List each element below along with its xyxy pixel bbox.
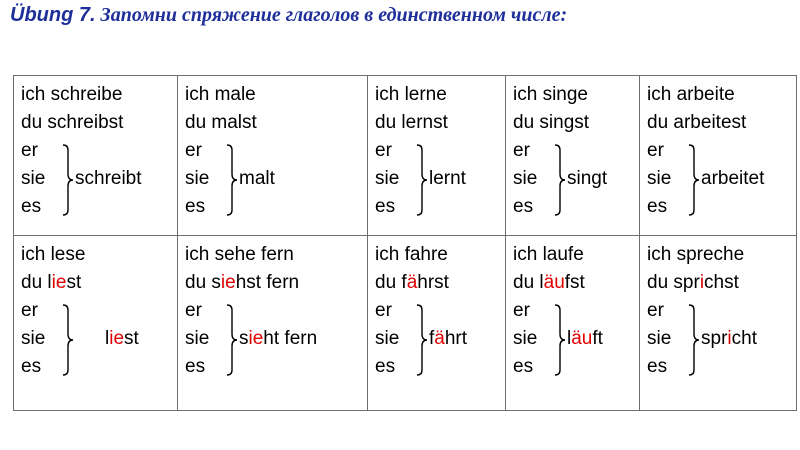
verb-cell xyxy=(178,236,368,411)
du-form xyxy=(21,269,174,297)
pronoun-es: es xyxy=(513,196,534,217)
verb-text: f xyxy=(429,328,435,349)
pronoun-sie: sie xyxy=(375,168,400,189)
third-person-group xyxy=(647,137,793,221)
highlighted-vowel: ä xyxy=(406,272,418,293)
verb-text: du f xyxy=(375,272,407,293)
verb-text: ich lerne xyxy=(375,84,447,105)
table-row xyxy=(14,76,797,236)
verb-text: ich sehe fern xyxy=(185,244,294,265)
pronoun-es: es xyxy=(185,356,206,377)
pronoun-sie: sie xyxy=(21,168,46,189)
verb-text: du l xyxy=(513,272,544,293)
curly-brace-icon xyxy=(61,143,75,217)
third-person-form xyxy=(105,325,139,353)
pronoun-er: er xyxy=(647,140,664,161)
verb-text: malt xyxy=(239,168,275,189)
verb-text: du malst xyxy=(185,112,257,133)
verb-text: ich lese xyxy=(21,244,86,265)
third-person-group xyxy=(21,137,174,221)
verb-cell xyxy=(640,236,797,411)
pronoun-sie: sie xyxy=(375,328,400,349)
highlighted-vowel: ie xyxy=(248,328,264,349)
pronoun-es: es xyxy=(21,356,42,377)
pronoun-es: es xyxy=(513,356,534,377)
verb-cell xyxy=(640,76,797,236)
verb-text: ft xyxy=(592,328,603,349)
verb-text: ich schreibe xyxy=(21,84,123,105)
du-form xyxy=(185,109,364,137)
third-person-form xyxy=(429,325,467,353)
curly-brace-icon xyxy=(415,143,429,217)
verb-text: st xyxy=(124,328,139,349)
pronoun-er: er xyxy=(375,140,392,161)
pronoun-sie: sie xyxy=(647,168,672,189)
verb-text: chst xyxy=(704,272,739,293)
highlighted-vowel: i xyxy=(699,272,705,293)
du-form xyxy=(513,269,636,297)
verb-text: singt xyxy=(567,168,608,189)
third-person-group xyxy=(513,137,636,221)
conjugation-table xyxy=(13,75,797,411)
ich-form xyxy=(21,241,174,269)
pronoun-er: er xyxy=(185,140,202,161)
pronoun-er: er xyxy=(513,300,530,321)
table-row xyxy=(14,236,797,411)
verb-text: hst fern xyxy=(235,272,300,293)
verb-text: l xyxy=(567,328,572,349)
pronoun-sie: sie xyxy=(513,328,538,349)
pronoun-er: er xyxy=(185,300,202,321)
verb-text: ich arbeite xyxy=(647,84,735,105)
du-form xyxy=(21,109,174,137)
third-person-group xyxy=(185,297,364,381)
verb-text: cht xyxy=(731,328,757,349)
third-person-form xyxy=(567,165,607,193)
verb-text: fst xyxy=(564,272,585,293)
curly-brace-icon xyxy=(687,303,701,377)
verb-text: l xyxy=(105,328,110,349)
verb-cell xyxy=(14,76,178,236)
ich-form xyxy=(647,241,793,269)
verb-text: ich singe xyxy=(513,84,588,105)
du-form xyxy=(647,269,793,297)
third-person-group xyxy=(513,297,636,381)
third-person-group xyxy=(647,297,793,381)
verb-cell xyxy=(14,236,178,411)
curly-brace-icon xyxy=(415,303,429,377)
verb-text: schreibt xyxy=(75,168,142,189)
verb-text: du l xyxy=(21,272,52,293)
du-form xyxy=(375,109,502,137)
third-person-form xyxy=(239,325,317,353)
verb-text: du spr xyxy=(647,272,700,293)
third-person-group xyxy=(185,137,364,221)
ich-form xyxy=(375,81,502,109)
third-person-form xyxy=(75,165,142,193)
verb-text: ich male xyxy=(185,84,256,105)
pronoun-es: es xyxy=(21,196,42,217)
verb-text: spr xyxy=(701,328,728,349)
pronoun-sie: sie xyxy=(513,168,538,189)
verb-text: ich laufe xyxy=(513,244,584,265)
ich-form xyxy=(185,241,364,269)
exercise-number: Übung 7. xyxy=(10,4,96,26)
pronoun-es: es xyxy=(647,196,668,217)
exercise-title xyxy=(10,4,567,27)
third-person-group xyxy=(21,297,174,381)
curly-brace-icon xyxy=(553,303,567,377)
pronoun-er: er xyxy=(375,300,392,321)
verb-text: ich spreche xyxy=(647,244,745,265)
third-person-group xyxy=(375,297,502,381)
pronoun-es: es xyxy=(647,356,668,377)
ich-form xyxy=(513,81,636,109)
highlighted-vowel: äu xyxy=(571,328,593,349)
verb-text: lernt xyxy=(429,168,466,189)
pronoun-es: es xyxy=(375,356,396,377)
third-person-form xyxy=(701,165,764,193)
verb-cell xyxy=(368,236,506,411)
ich-form xyxy=(647,81,793,109)
highlighted-vowel: ie xyxy=(109,328,125,349)
highlighted-vowel: äu xyxy=(543,272,565,293)
exercise-instruction: Запомни спряжение глаголов в единственном числе: xyxy=(95,4,568,26)
verb-cell xyxy=(178,76,368,236)
verb-text: arbeitet xyxy=(701,168,765,189)
curly-brace-icon xyxy=(687,143,701,217)
pronoun-er: er xyxy=(21,140,38,161)
ich-form xyxy=(375,241,502,269)
pronoun-sie: sie xyxy=(185,328,210,349)
ich-form xyxy=(513,241,636,269)
pronoun-es: es xyxy=(375,196,396,217)
verb-text: du s xyxy=(185,272,221,293)
pronoun-es: es xyxy=(185,196,206,217)
du-form xyxy=(513,109,636,137)
highlighted-vowel: ie xyxy=(220,272,236,293)
pronoun-sie: sie xyxy=(21,328,46,349)
third-person-form xyxy=(567,325,603,353)
third-person-form xyxy=(701,325,757,353)
curly-brace-icon xyxy=(61,303,75,377)
ich-form xyxy=(21,81,174,109)
du-form xyxy=(185,269,364,297)
pronoun-er: er xyxy=(647,300,664,321)
du-form xyxy=(647,109,793,137)
verb-text: st xyxy=(66,272,82,293)
highlighted-vowel: i xyxy=(727,328,732,349)
verb-text: ich fahre xyxy=(375,244,448,265)
pronoun-er: er xyxy=(513,140,530,161)
du-form xyxy=(375,269,502,297)
verb-text: ht fern xyxy=(263,328,318,349)
ich-form xyxy=(185,81,364,109)
third-person-group xyxy=(375,137,502,221)
verb-text: du schreibst xyxy=(21,112,124,133)
curly-brace-icon xyxy=(553,143,567,217)
third-person-form xyxy=(239,165,275,193)
verb-text: hrt xyxy=(444,328,468,349)
verb-text: du arbeitest xyxy=(647,112,747,133)
curly-brace-icon xyxy=(225,143,239,217)
highlighted-vowel: ä xyxy=(434,328,445,349)
verb-text: s xyxy=(239,328,249,349)
curly-brace-icon xyxy=(225,303,239,377)
highlighted-vowel: ie xyxy=(51,272,67,293)
pronoun-sie: sie xyxy=(647,328,672,349)
verb-cell xyxy=(368,76,506,236)
verb-text: du singst xyxy=(513,112,590,133)
third-person-form xyxy=(429,165,466,193)
verb-cell xyxy=(506,76,640,236)
verb-text: du lernst xyxy=(375,112,448,133)
pronoun-er: er xyxy=(21,300,38,321)
verb-text: hrst xyxy=(417,272,449,293)
pronoun-sie: sie xyxy=(185,168,210,189)
verb-cell xyxy=(506,236,640,411)
